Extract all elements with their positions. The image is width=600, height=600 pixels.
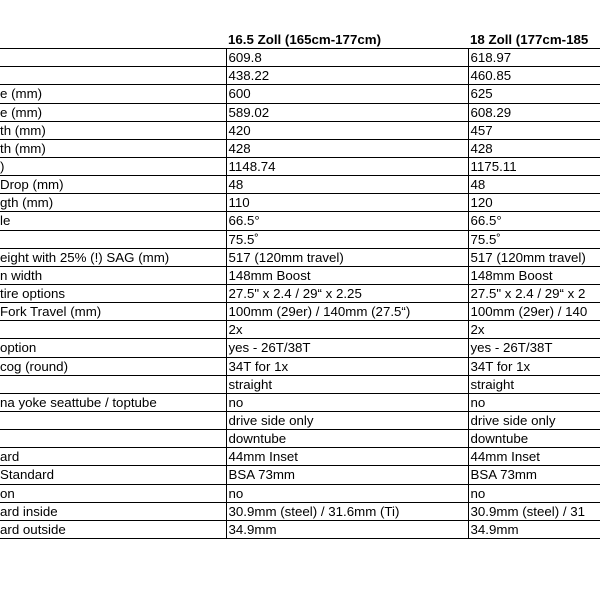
table-row [0,411,600,429]
value-cell-16-5: yes - 26T/38T [226,339,468,357]
table-row [0,176,600,194]
row-label-cell [0,321,226,339]
row-label: le [0,213,11,229]
value-cell-16-5: 438.22 [226,67,468,85]
value-cell-18: downtube [468,430,600,448]
row-label-cell [0,466,226,484]
row-label: e (mm) [0,86,43,102]
value-cell-16-5: 1148.74 [226,157,468,175]
value-cell-18: 428 [468,139,600,157]
table-row [0,466,600,484]
value-cell-16-5: 66.5° [226,212,468,230]
row-label-cell [0,430,226,448]
value-cell-18: 460.85 [468,67,600,85]
value-cell-18: 75.5˚ [468,230,600,248]
row-label: Standard [0,467,54,483]
row-label: Drop (mm) [0,177,64,193]
table-row [0,357,600,375]
value-cell-16-5: 30.9mm (steel) / 31.6mm (Ti) [226,502,468,520]
value-cell-18: 120 [468,194,600,212]
row-label: gth (mm) [0,195,54,211]
row-label: option [0,340,37,356]
row-label: ard [0,449,20,465]
value-cell-18: 625 [468,85,600,103]
row-label: na yoke seattube / toptube [0,394,157,410]
value-cell-16-5: 27.5" x 2.4 / 29“ x 2.25 [226,284,468,302]
value-cell-18: 27.5" x 2.4 / 29“ x 2 [468,284,600,302]
table-row [0,520,600,538]
value-cell-16-5: 100mm (29er) / 140mm (27.5“) [226,303,468,321]
row-label: cog (round) [0,358,68,374]
row-label: Fork Travel (mm) [0,304,102,320]
table-row [0,194,600,212]
row-label-cell [0,520,226,538]
value-cell-18: drive side only [468,411,600,429]
table-row [0,85,600,103]
value-cell-18: 44mm Inset [468,448,600,466]
value-cell-16-5: downtube [226,430,468,448]
value-cell-18: 2x [468,321,600,339]
row-label-cell [0,230,226,248]
value-cell-18: 1175.11 [468,157,600,175]
row-label-cell [0,484,226,502]
row-label: tire options [0,286,66,302]
row-label: ard inside [0,503,58,519]
row-label-cell [0,357,226,375]
value-cell-18: 48 [468,176,600,194]
value-cell-18: no [468,484,600,502]
value-cell-18: 34.9mm [468,520,600,538]
row-label: th (mm) [0,140,46,156]
row-label-cell [0,284,226,302]
value-cell-16-5: 34.9mm [226,520,468,538]
row-label-cell [0,339,226,357]
row-label-cell [0,139,226,157]
table-row [0,212,600,230]
value-cell-16-5: 44mm Inset [226,448,468,466]
value-cell-18: 66.5° [468,212,600,230]
header-label-cell [0,31,226,49]
value-cell-18: 34T for 1x [468,357,600,375]
value-cell-16-5: 600 [226,85,468,103]
table-row [0,67,600,85]
value-cell-18: 618.97 [468,49,600,67]
table-row [0,248,600,266]
row-label-cell [0,411,226,429]
value-cell-16-5: BSA 73mm [226,466,468,484]
row-label-cell [0,502,226,520]
row-label-cell [0,67,226,85]
table-row [0,375,600,393]
value-cell-16-5: 148mm Boost [226,266,468,284]
value-cell-16-5: 609.8 [226,49,468,67]
table-row [0,484,600,502]
row-label-cell [0,176,226,194]
row-label: eight with 25% (!) SAG (mm) [0,249,170,265]
value-cell-16-5: 428 [226,139,468,157]
value-cell-16-5: 2x [226,321,468,339]
value-cell-16-5: 110 [226,194,468,212]
row-label-cell [0,303,226,321]
value-cell-18: 517 (120mm travel) [468,248,600,266]
table-row [0,448,600,466]
value-cell-18: 100mm (29er) / 140 [468,303,600,321]
value-cell-16-5: drive side only [226,411,468,429]
row-label-cell [0,85,226,103]
value-cell-16-5: 589.02 [226,103,468,121]
value-cell-16-5: 34T for 1x [226,357,468,375]
value-cell-16-5: 48 [226,176,468,194]
table-row [0,157,600,175]
table-row [0,430,600,448]
table-row [0,230,600,248]
value-cell-18: 148mm Boost [468,266,600,284]
row-label-cell [0,103,226,121]
value-cell-18: 30.9mm (steel) / 31 [468,502,600,520]
row-label-cell [0,266,226,284]
table-row [0,266,600,284]
value-cell-18: yes - 26T/38T [468,339,600,357]
table-row [0,502,600,520]
row-label-cell [0,49,226,67]
row-label: ard outside [0,521,66,537]
table-row [0,139,600,157]
row-label-cell [0,448,226,466]
value-cell-18: BSA 73mm [468,466,600,484]
value-cell-18: 457 [468,121,600,139]
row-label: n width [0,267,43,283]
header-size-16-5: 16.5 Zoll (165cm-177cm) [226,31,468,49]
table-row [0,303,600,321]
row-label-cell [0,157,226,175]
table-body [0,31,600,538]
value-cell-16-5: no [226,393,468,411]
row-label-cell [0,393,226,411]
table-header-row [0,31,600,49]
value-cell-16-5: 517 (120mm travel) [226,248,468,266]
row-label-cell [0,212,226,230]
table-row [0,103,600,121]
row-label: e (mm) [0,104,43,120]
table-row [0,339,600,357]
value-cell-16-5: 420 [226,121,468,139]
table-row [0,284,600,302]
row-label: on [0,485,15,501]
table-row [0,321,600,339]
row-label: ) [0,159,5,175]
value-cell-16-5: straight [226,375,468,393]
table-row [0,49,600,67]
header-size-18: 18 Zoll (177cm-185 [468,31,600,49]
value-cell-16-5: no [226,484,468,502]
row-label-cell [0,194,226,212]
value-cell-18: no [468,393,600,411]
value-cell-18: straight [468,375,600,393]
row-label: th (mm) [0,122,46,138]
value-cell-18: 608.29 [468,103,600,121]
table-row [0,121,600,139]
value-cell-16-5: 75.5˚ [226,230,468,248]
row-label-cell [0,121,226,139]
row-label-cell [0,248,226,266]
geometry-table [0,31,600,539]
table-row [0,393,600,411]
row-label-cell [0,375,226,393]
